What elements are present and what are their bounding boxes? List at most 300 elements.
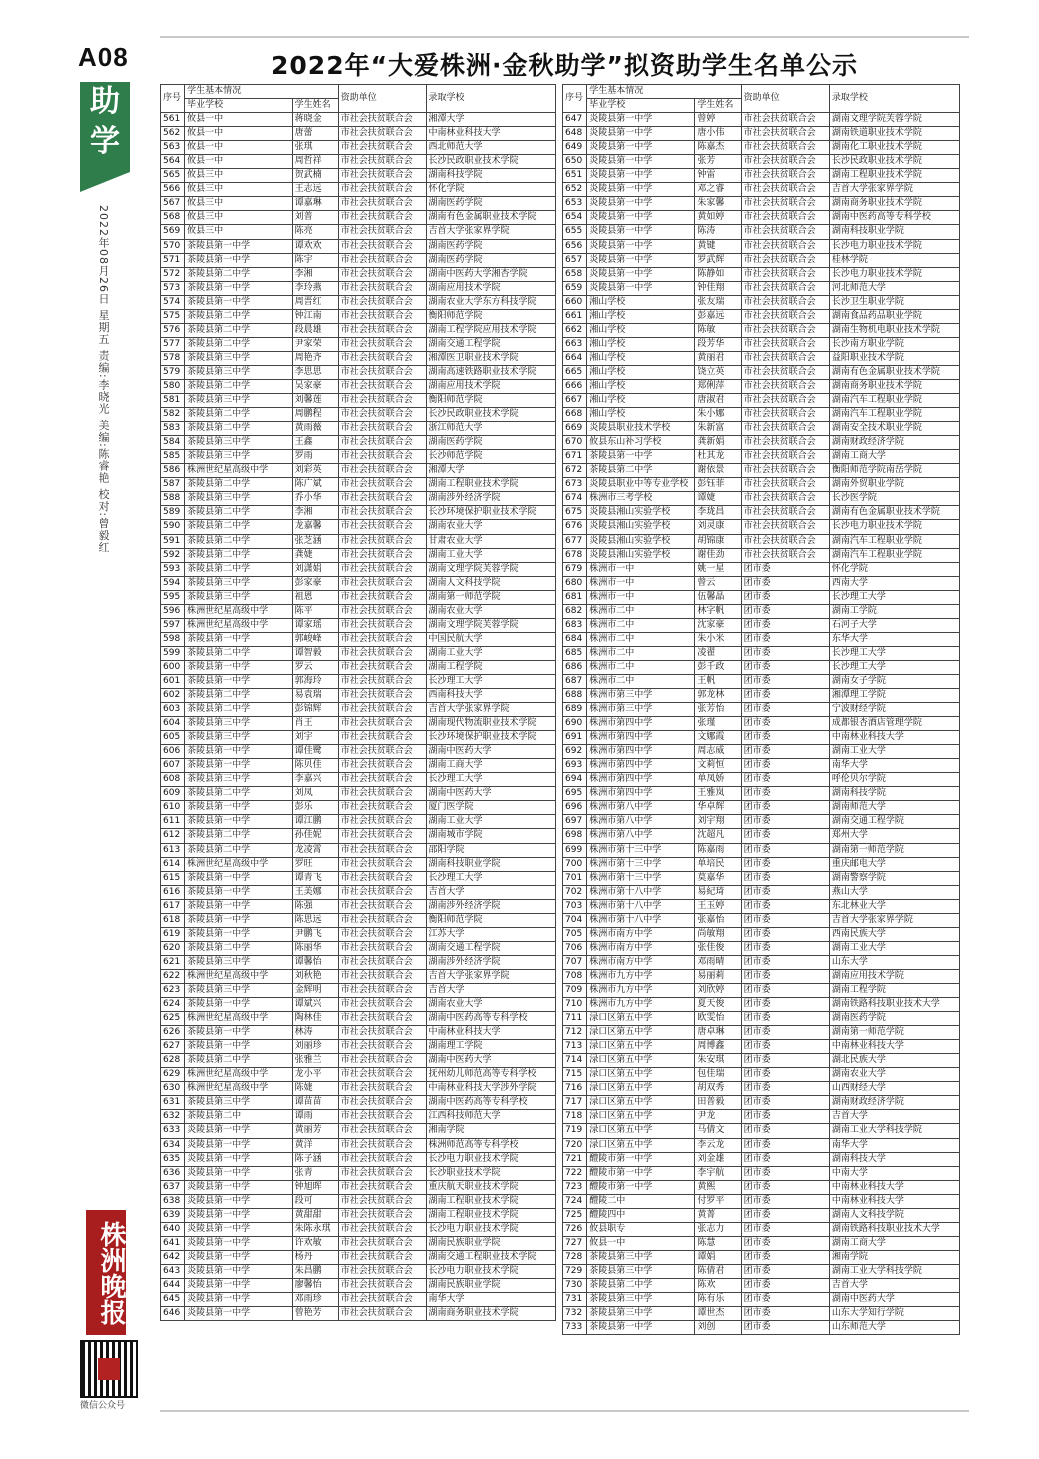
cell-school: 炎陵县湘山实验学校 <box>587 548 695 562</box>
table-row <box>563 871 960 885</box>
cell-name: 周博鑫 <box>695 1040 741 1054</box>
cell-unit: 团市委 <box>741 1082 829 1096</box>
cell-name: 段芳华 <box>695 337 741 351</box>
cell-unit: 市社会扶贫联合会 <box>338 464 426 478</box>
cell-name: 尚敏翔 <box>695 927 741 941</box>
cell-school: 渌口区第五中学 <box>587 1082 695 1096</box>
cell-unit: 团市委 <box>741 759 829 773</box>
cell-college: 湖南人文科技学院 <box>829 1208 959 1222</box>
cell-college: 郑州大学 <box>829 829 959 843</box>
cell-unit: 市社会扶贫联合会 <box>338 632 426 646</box>
cell-unit: 市社会扶贫联合会 <box>338 408 426 422</box>
cell-name: 谭嘉琳 <box>292 197 338 211</box>
cell-college: 湖南工程学院 <box>829 984 959 998</box>
table-row <box>161 801 556 815</box>
table-row <box>563 267 960 281</box>
cell-no: 708 <box>563 969 587 983</box>
cell-school: 茶陵县第三中学 <box>587 1293 695 1307</box>
cell-name: 谭馨怡 <box>292 955 338 969</box>
cell-unit: 市社会扶贫联合会 <box>338 309 426 323</box>
cell-no: 607 <box>161 759 185 773</box>
cell-school: 株洲市第四中学 <box>587 745 695 759</box>
cell-name: 易紀琦 <box>695 885 741 899</box>
cell-name: 陈思远 <box>292 913 338 927</box>
cell-college: 湖南人文科技学院 <box>426 576 556 590</box>
cell-unit: 市社会扶贫联合会 <box>741 337 829 351</box>
cell-name: 谢佳劲 <box>695 548 741 562</box>
cell-unit: 市社会扶贫联合会 <box>338 646 426 660</box>
table-row <box>161 1026 556 1040</box>
cell-college: 湖南工程职业技术学院 <box>829 169 959 183</box>
cell-name: 尹鹏飞 <box>292 927 338 941</box>
cell-school: 炎陵县第一中学 <box>587 183 695 197</box>
table-row <box>563 885 960 899</box>
cell-unit: 市社会扶贫联合会 <box>338 1194 426 1208</box>
table-row <box>563 815 960 829</box>
cell-school: 湘山学校 <box>587 408 695 422</box>
table-row <box>161 857 556 871</box>
cell-school: 株洲市第四中学 <box>587 731 695 745</box>
cell-college: 河北师范大学 <box>829 281 959 295</box>
cell-unit: 市社会扶贫联合会 <box>338 323 426 337</box>
cell-college: 长沙理工大学 <box>426 674 556 688</box>
cell-college: 湖南商务职业技术学院 <box>829 197 959 211</box>
cell-unit: 市社会扶贫联合会 <box>338 1012 426 1026</box>
table-row <box>161 211 556 225</box>
cell-school: 攸县一中 <box>185 127 293 141</box>
table-row <box>161 323 556 337</box>
cell-no: 608 <box>161 773 185 787</box>
cell-unit: 团市委 <box>741 618 829 632</box>
cell-unit: 市社会扶贫联合会 <box>741 323 829 337</box>
table-row <box>563 843 960 857</box>
cell-college: 厦门医学院 <box>426 801 556 815</box>
cell-unit: 市社会扶贫联合会 <box>338 1208 426 1222</box>
table-row <box>563 169 960 183</box>
cell-name: 陈嘉杰 <box>695 141 741 155</box>
cell-unit: 市社会扶贫联合会 <box>338 871 426 885</box>
table-row <box>161 351 556 365</box>
table-row <box>563 309 960 323</box>
cell-name: 陈涛 <box>695 225 741 239</box>
cell-unit: 团市委 <box>741 1054 829 1068</box>
cell-college: 湖南铁路科技职业技术大学 <box>829 998 959 1012</box>
cell-unit: 团市委 <box>741 1012 829 1026</box>
table-row <box>563 548 960 562</box>
table-row <box>161 745 556 759</box>
cell-no: 671 <box>563 450 587 464</box>
cell-school: 株洲市南方中学 <box>587 955 695 969</box>
cell-name: 田普毅 <box>695 1096 741 1110</box>
cell-name: 刘灵康 <box>695 520 741 534</box>
cell-college: 怀化学院 <box>829 562 959 576</box>
cell-college: 湖南应用技术学院 <box>426 379 556 393</box>
cell-no: 584 <box>161 436 185 450</box>
table-row <box>161 1124 556 1138</box>
cell-name: 谭欢欢 <box>292 239 338 253</box>
cell-no: 666 <box>563 379 587 393</box>
cell-college: 湖南汽车工程职业学院 <box>829 408 959 422</box>
table-row <box>563 1278 960 1292</box>
cell-name: 周哲祥 <box>292 155 338 169</box>
cell-name: 陈宇 <box>292 253 338 267</box>
cell-no: 617 <box>161 899 185 913</box>
cell-name: 彭锦辉 <box>292 703 338 717</box>
cell-college: 湖南工业大学科技学院 <box>829 1124 959 1138</box>
table-row <box>161 1278 556 1292</box>
table-row <box>563 1180 960 1194</box>
cell-no: 600 <box>161 660 185 674</box>
cell-name: 李湘 <box>292 267 338 281</box>
cell-college: 中南林业科技大学 <box>829 731 959 745</box>
table-row <box>563 379 960 393</box>
cell-school: 株洲世纪星高级中学 <box>185 618 293 632</box>
cell-no: 669 <box>563 422 587 436</box>
cell-school: 炎陵县第一中学 <box>587 141 695 155</box>
cell-no: 684 <box>563 632 587 646</box>
cell-unit: 市社会扶贫联合会 <box>338 815 426 829</box>
cell-no: 663 <box>563 337 587 351</box>
cell-unit: 市社会扶贫联合会 <box>741 478 829 492</box>
cell-college: 湖南工程学院 <box>426 660 556 674</box>
table-row <box>161 1082 556 1096</box>
cell-school: 炎陵县第一中学 <box>587 155 695 169</box>
table-row <box>563 969 960 983</box>
cell-college: 湖南第一师范学院 <box>426 590 556 604</box>
cell-school: 株洲市二中 <box>587 618 695 632</box>
cell-no: 695 <box>563 787 587 801</box>
cell-school: 茶陵县第三中学 <box>185 590 293 604</box>
cell-unit: 市社会扶贫联合会 <box>338 955 426 969</box>
cell-school: 茶陵县第二中学 <box>185 478 293 492</box>
cell-name: 谭世杰 <box>695 1307 741 1321</box>
cell-unit: 团市委 <box>741 1307 829 1321</box>
cell-no: 665 <box>563 365 587 379</box>
cell-school: 茶陵县第一中学 <box>587 1321 695 1335</box>
cell-name: 郭龙林 <box>695 689 741 703</box>
cell-unit: 团市委 <box>741 1110 829 1124</box>
table-row <box>161 590 556 604</box>
table-row <box>161 829 556 843</box>
cell-school: 湘山学校 <box>587 379 695 393</box>
cell-name: 朱安琪 <box>695 1054 741 1068</box>
cell-no: 668 <box>563 408 587 422</box>
cell-no: 643 <box>161 1264 185 1278</box>
cell-college: 长沙电力职业技术学院 <box>829 267 959 281</box>
cell-unit: 市社会扶贫联合会 <box>338 787 426 801</box>
cell-unit: 团市委 <box>741 604 829 618</box>
header-no: 序号 <box>563 85 587 113</box>
table-row <box>563 927 960 941</box>
cell-no: 712 <box>563 1026 587 1040</box>
cell-school: 茶陵县第二中学 <box>185 534 293 548</box>
cell-unit: 市社会扶贫联合会 <box>338 1152 426 1166</box>
cell-name: 龙小平 <box>292 1068 338 1082</box>
header-unit: 资助单位 <box>741 85 829 113</box>
cell-college: 吉首大学 <box>426 984 556 998</box>
cell-unit: 团市委 <box>741 1138 829 1152</box>
cell-college: 吉首大学张家界学院 <box>829 913 959 927</box>
cell-college: 湖南交通工程学院 <box>426 337 556 351</box>
cell-name: 陈丽华 <box>292 941 338 955</box>
table-row <box>563 295 960 309</box>
cell-name: 谭苗苗 <box>292 1096 338 1110</box>
cell-unit: 团市委 <box>741 829 829 843</box>
cell-name: 陈嘉雨 <box>695 843 741 857</box>
cell-unit: 市社会扶贫联合会 <box>338 1110 426 1124</box>
cell-unit: 市社会扶贫联合会 <box>338 113 426 127</box>
cell-school: 茶陵县第二中学 <box>185 843 293 857</box>
cell-unit: 市社会扶贫联合会 <box>741 520 829 534</box>
cell-school: 炎陵县第一中学 <box>185 1166 293 1180</box>
table-row <box>161 141 556 155</box>
cell-unit: 市社会扶贫联合会 <box>338 379 426 393</box>
cell-unit: 市社会扶贫联合会 <box>741 422 829 436</box>
cell-no: 580 <box>161 379 185 393</box>
cell-unit: 团市委 <box>741 801 829 815</box>
cell-college: 重庆航天职业技术学院 <box>426 1180 556 1194</box>
cell-no: 691 <box>563 731 587 745</box>
cell-no: 621 <box>161 955 185 969</box>
cell-college: 湖南现代物流职业技术学院 <box>426 717 556 731</box>
cell-no: 562 <box>161 127 185 141</box>
cell-college: 长沙环境保护职业技术学院 <box>426 731 556 745</box>
cell-college: 呼伦贝尔学院 <box>829 773 959 787</box>
table-row <box>563 408 960 422</box>
cell-no: 702 <box>563 885 587 899</box>
cell-college: 湘潭医卫职业技术学院 <box>426 351 556 365</box>
cell-school: 炎陵县第一中学 <box>185 1124 293 1138</box>
cell-college: 湖南化工职业技术学院 <box>829 141 959 155</box>
table-row <box>161 422 556 436</box>
cell-unit: 市社会扶贫联合会 <box>338 1278 426 1292</box>
cell-no: 689 <box>563 703 587 717</box>
cell-name: 刘丽珍 <box>292 1040 338 1054</box>
table-row <box>563 604 960 618</box>
cell-school: 株洲市二中 <box>587 674 695 688</box>
header-college: 录取学校 <box>829 85 959 113</box>
cell-unit: 团市委 <box>741 1166 829 1180</box>
top-rule <box>160 36 969 38</box>
cell-unit: 团市委 <box>741 590 829 604</box>
cell-college: 山东大学知行学院 <box>829 1307 959 1321</box>
cell-college: 湖南警察学院 <box>829 871 959 885</box>
cell-school: 茶陵县第二中学 <box>185 323 293 337</box>
cell-college: 湖南民族职业学院 <box>426 1278 556 1292</box>
cell-school: 株洲市二中 <box>587 660 695 674</box>
cell-no: 713 <box>563 1040 587 1054</box>
cell-name: 杨丹 <box>292 1250 338 1264</box>
cell-school: 株洲市二中 <box>587 604 695 618</box>
cell-college: 湖南有色金属职业技术学院 <box>829 506 959 520</box>
cell-no: 568 <box>161 211 185 225</box>
cell-name: 单培民 <box>695 857 741 871</box>
cell-unit: 团市委 <box>741 703 829 717</box>
issue-meta: 2022年08月26日 星期五 责编:李晓光 美编:陈睿艳 校对:曾毅红 <box>97 205 110 554</box>
cell-no: 686 <box>563 660 587 674</box>
cell-name: 谭智毅 <box>292 646 338 660</box>
cell-college: 中南林业科技大学 <box>829 1194 959 1208</box>
cell-college: 湖南科技职业学院 <box>426 857 556 871</box>
cell-school: 攸县三中 <box>185 169 293 183</box>
cell-college: 长沙民政职业技术学院 <box>829 155 959 169</box>
cell-school: 茶陵县第一中学 <box>185 899 293 913</box>
cell-no: 639 <box>161 1208 185 1222</box>
cell-college: 湖南涉外经济学院 <box>426 899 556 913</box>
cell-no: 692 <box>563 745 587 759</box>
cell-name: 陈欢 <box>695 1278 741 1292</box>
cell-unit: 团市委 <box>741 1293 829 1307</box>
cell-no: 660 <box>563 295 587 309</box>
cell-college: 吉首大学张家界学院 <box>426 969 556 983</box>
cell-unit: 市社会扶贫联合会 <box>338 197 426 211</box>
cell-school: 茶陵县第一中学 <box>185 927 293 941</box>
cell-college: 吉首大学 <box>426 885 556 899</box>
cell-name: 刘普 <box>292 211 338 225</box>
cell-no: 648 <box>563 127 587 141</box>
cell-school: 茶陵县第一中学 <box>185 885 293 899</box>
cell-no: 726 <box>563 1222 587 1236</box>
cell-unit: 团市委 <box>741 1026 829 1040</box>
cell-name: 饶立英 <box>695 365 741 379</box>
cell-college: 湖南工业大学 <box>829 941 959 955</box>
table-row <box>563 660 960 674</box>
student-table-left <box>160 84 556 1321</box>
cell-name: 黄熙 <box>695 1180 741 1194</box>
cell-name: 曾婷 <box>695 113 741 127</box>
cell-no: 628 <box>161 1054 185 1068</box>
cell-name: 陈敏 <box>695 323 741 337</box>
cell-name: 钟江南 <box>292 309 338 323</box>
cell-name: 孙佳妮 <box>292 829 338 843</box>
cell-school: 湘山学校 <box>587 323 695 337</box>
table-row <box>563 731 960 745</box>
cell-college: 吉首大学张家界学院 <box>426 703 556 717</box>
table-row <box>161 365 556 379</box>
cell-college: 湖南有色金属职业技术学院 <box>426 211 556 225</box>
cell-school: 炎陵县湘山实验学校 <box>587 506 695 520</box>
cell-college: 湘南学院 <box>426 1124 556 1138</box>
cell-no: 586 <box>161 464 185 478</box>
table-row <box>161 253 556 267</box>
cell-college: 中南林业科技大学涉外学院 <box>426 1082 556 1096</box>
cell-unit: 市社会扶贫联合会 <box>338 969 426 983</box>
cell-unit: 市社会扶贫联合会 <box>741 464 829 478</box>
cell-school: 攸县职专 <box>587 1222 695 1236</box>
cell-name: 贺武楠 <box>292 169 338 183</box>
cell-school: 茶陵县第一中学 <box>185 632 293 646</box>
cell-no: 579 <box>161 365 185 379</box>
cell-school: 茶陵县第三中学 <box>185 492 293 506</box>
cell-no: 727 <box>563 1236 587 1250</box>
table-row <box>563 1040 960 1054</box>
cell-unit: 市社会扶贫联合会 <box>741 506 829 520</box>
cell-name: 王志远 <box>292 183 338 197</box>
cell-school: 茶陵县第二中学 <box>185 337 293 351</box>
cell-name: 廖馨怡 <box>292 1278 338 1292</box>
cell-school: 茶陵县第一中学 <box>587 450 695 464</box>
cell-school: 株洲市第四中学 <box>587 759 695 773</box>
cell-unit: 团市委 <box>741 941 829 955</box>
table-row <box>161 506 556 520</box>
cell-unit: 市社会扶贫联合会 <box>338 899 426 913</box>
cell-no: 625 <box>161 1012 185 1026</box>
cell-name: 吴家豪 <box>292 379 338 393</box>
cell-no: 729 <box>563 1264 587 1278</box>
cell-no: 696 <box>563 801 587 815</box>
table-row <box>161 787 556 801</box>
table-row <box>161 1250 556 1264</box>
cell-unit: 团市委 <box>741 731 829 745</box>
cell-college: 怀化学院 <box>426 183 556 197</box>
cell-unit: 市社会扶贫联合会 <box>338 365 426 379</box>
cell-unit: 市社会扶贫联合会 <box>338 169 426 183</box>
cell-unit: 市社会扶贫联合会 <box>338 478 426 492</box>
cell-no: 724 <box>563 1194 587 1208</box>
cell-school: 炎陵县第一中学 <box>587 239 695 253</box>
cell-unit: 市社会扶贫联合会 <box>338 576 426 590</box>
cell-no: 634 <box>161 1138 185 1152</box>
cell-college: 抚州幼儿师范高等专科学校 <box>426 1068 556 1082</box>
cell-unit: 市社会扶贫联合会 <box>338 1096 426 1110</box>
cell-school: 茶陵县第二中学 <box>587 1278 695 1292</box>
cell-school: 炎陵县湘山实验学校 <box>587 520 695 534</box>
cell-college: 宁波财经学院 <box>829 703 959 717</box>
cell-name: 陈平 <box>292 604 338 618</box>
cell-no: 704 <box>563 913 587 927</box>
cell-name: 龙凌霄 <box>292 843 338 857</box>
cell-school: 炎陵县第一中学 <box>587 267 695 281</box>
cell-unit: 市社会扶贫联合会 <box>741 155 829 169</box>
cell-school: 株洲市第八中学 <box>587 801 695 815</box>
table-row <box>563 1222 960 1236</box>
cell-name: 陶林佳 <box>292 1012 338 1026</box>
cell-school: 攸县一中 <box>185 155 293 169</box>
table-row <box>563 703 960 717</box>
cell-no: 658 <box>563 267 587 281</box>
cell-college: 湖南农业大学 <box>829 1068 959 1082</box>
table-row <box>161 660 556 674</box>
cell-school: 株洲市九方中学 <box>587 998 695 1012</box>
cell-name: 刘馨莲 <box>292 394 338 408</box>
cell-no: 656 <box>563 239 587 253</box>
table-row <box>563 576 960 590</box>
cell-school: 炎陵县第一中学 <box>185 1208 293 1222</box>
cell-name: 张瑾 <box>695 717 741 731</box>
table-row <box>563 955 960 969</box>
cell-school: 茶陵县第二中学 <box>185 520 293 534</box>
cell-unit: 团市委 <box>741 871 829 885</box>
table-row <box>161 225 556 239</box>
cell-college: 衡阳师范学院 <box>426 913 556 927</box>
cell-no: 717 <box>563 1096 587 1110</box>
cell-no: 622 <box>161 969 185 983</box>
cell-no: 676 <box>563 520 587 534</box>
cell-school: 茶陵县第二中学 <box>185 787 293 801</box>
cell-college: 湘潭大学 <box>426 113 556 127</box>
cell-school: 茶陵县第三中学 <box>185 1096 293 1110</box>
cell-no: 635 <box>161 1152 185 1166</box>
cell-college: 湖南应用技术学院 <box>829 969 959 983</box>
table-row <box>161 1040 556 1054</box>
cell-no: 645 <box>161 1293 185 1307</box>
cell-name: 曾云 <box>695 576 741 590</box>
cell-school: 炎陵县第一中学 <box>587 127 695 141</box>
cell-name: 包佳瑞 <box>695 1068 741 1082</box>
cell-school: 湘山学校 <box>587 309 695 323</box>
cell-college: 湘潭大学 <box>426 464 556 478</box>
cell-college: 湖南应用技术学院 <box>426 281 556 295</box>
